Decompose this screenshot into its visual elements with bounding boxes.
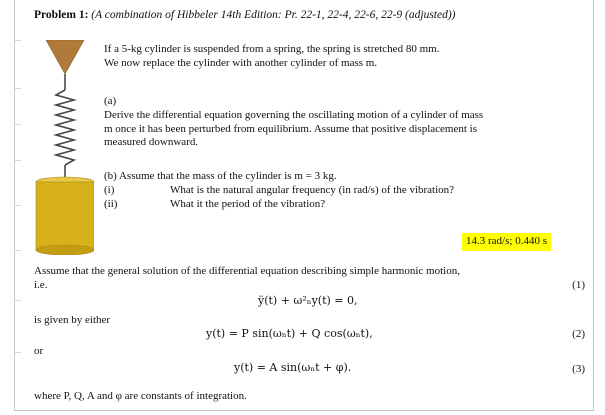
- part-a-line: Derive the differential equation governing the oscillating motion of a cylinder of mass: [104, 108, 484, 121]
- part-b-item-label: (ii): [104, 197, 118, 210]
- general-line: i.e.: [34, 278, 48, 291]
- problem-heading: [34, 8, 456, 22]
- margin-tick: [15, 300, 21, 301]
- margin-tick: [15, 160, 21, 161]
- spring-cylinder-figure: [34, 40, 94, 255]
- margin-tick: [15, 124, 21, 125]
- equation-number: (3): [572, 363, 585, 375]
- part-a: [104, 95, 584, 150]
- margin-tick: [15, 88, 21, 89]
- cylinder-body: [36, 182, 94, 250]
- equation-1: ÿ(t) + ω²ₙy(t) = 0,: [258, 294, 358, 307]
- intro-text: [104, 43, 584, 71]
- part-a-label: (a): [104, 95, 117, 107]
- margin-tick: [15, 205, 21, 206]
- part-b-item: [104, 198, 584, 212]
- part-b-line: (b) Assume that the mass of the cylinder is m = 3 kg.: [104, 170, 337, 182]
- part-b-item-label: (i): [104, 183, 115, 196]
- given-text: is given by either: [34, 314, 111, 326]
- ceiling-mount-cone: [46, 40, 84, 74]
- general-line: Assume that the general solution of the differential equation describing simple harmonic motion,: [34, 265, 460, 277]
- part-a-line: measured downward.: [104, 136, 199, 149]
- part-b-item: [104, 184, 584, 198]
- equation-3: y(t) = A sin(ωₙt + φ).: [234, 361, 352, 374]
- intro-line: If a 5-kg cylinder is suspended from a spring, the spring is stretched 80 mm.: [104, 43, 440, 55]
- cylinder-bottom: [36, 245, 94, 255]
- part-b-item-text: What it the period of the vibration?: [170, 197, 326, 210]
- or-text: or: [34, 345, 44, 357]
- equation-2: y(t) = P sin(ωₙt) + Q cos(ωₙt),: [206, 327, 373, 340]
- answer-highlight: 14.3 rad/s; 0.440 s: [462, 233, 551, 251]
- part-a-line: m once it has been perturbed from equilibrium. Assume that positive displacement is: [104, 122, 478, 135]
- closing-text: where P, Q, A and φ are constants of integration.: [34, 390, 247, 402]
- intro-line: We now replace the cylinder with another cylinder of mass m.: [104, 56, 378, 69]
- margin-tick: [15, 352, 21, 353]
- problem-subtitle: (A combination of Hibbeler 14th Edition: Pr. 22-1, 22-4, 22-6, 22-9 (adjusted)): [91, 9, 456, 21]
- part-b-item-text: What is the natural angular frequency (in rad/s) of the vibration?: [170, 183, 455, 196]
- margin-tick: [15, 40, 21, 41]
- margin-tick: [15, 250, 21, 251]
- spring-coil: [56, 90, 74, 165]
- equation-number: (1): [572, 279, 585, 291]
- general-intro: [34, 265, 594, 293]
- equation-number: (2): [572, 328, 585, 340]
- part-b: [104, 170, 584, 211]
- problem-label: Problem 1:: [34, 9, 89, 21]
